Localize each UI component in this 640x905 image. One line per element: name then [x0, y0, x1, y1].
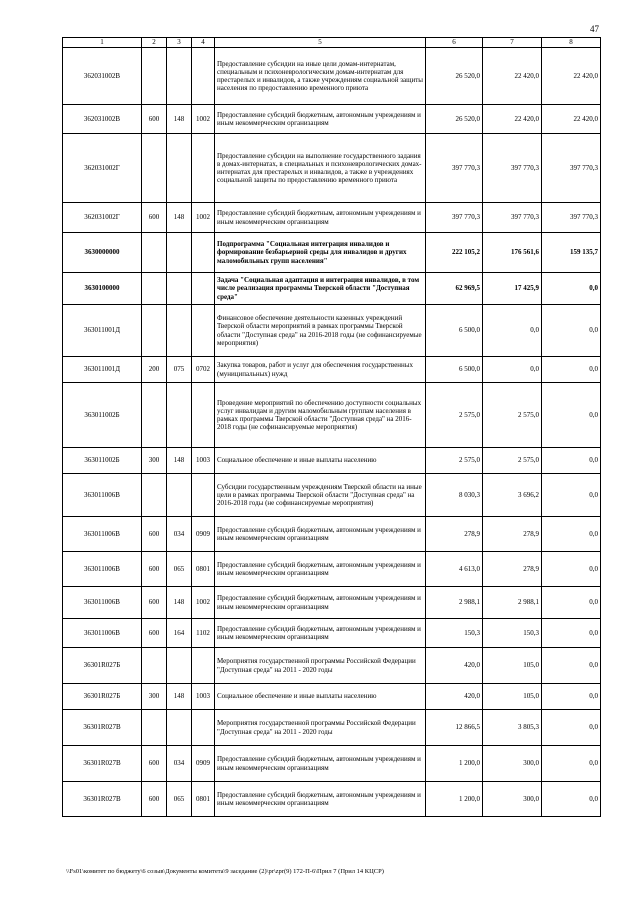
- value-2017-cell: 2 575,0: [426, 383, 483, 448]
- value-2019-cell: 0,0: [542, 305, 601, 357]
- column-header: 5: [215, 38, 426, 48]
- code-cell: 36301R027В: [63, 746, 142, 782]
- value-2018-cell: 2 988,1: [483, 587, 542, 619]
- code-cell: 363011006В: [63, 619, 142, 648]
- value-2017-cell: 397 770,3: [426, 134, 483, 203]
- file-path-footer: \\Fs01\комитет по бюджету\6 созыв\Документы комитета\9 заседание (2)\pr\zpr(9) 172-П-6\Прил 7 (Прил 14 КЦСР): [66, 868, 384, 875]
- value-2017-cell: 2 575,0: [426, 448, 483, 474]
- value-2017-cell: 1 200,0: [426, 782, 483, 817]
- budget-table: [62, 37, 601, 817]
- value-2019-cell: 0,0: [542, 448, 601, 474]
- name-cell: Предоставление субсидий бюджетным, автономным учреждениям и иным некоммерческим организациям: [215, 517, 426, 552]
- vr-cell: 600: [142, 203, 167, 233]
- column-header: 3: [167, 38, 192, 48]
- value-2019-cell: 159 135,7: [542, 233, 601, 273]
- value-2019-cell: 0,0: [542, 782, 601, 817]
- column-header: 8: [542, 38, 601, 48]
- value-2017-cell: 150,3: [426, 619, 483, 648]
- section-cell: 1002: [192, 203, 215, 233]
- section-cell: 0702: [192, 357, 215, 383]
- value-2019-cell: 0,0: [542, 684, 601, 710]
- vr-cell: [142, 383, 167, 448]
- value-2018-cell: 2 575,0: [483, 383, 542, 448]
- vr-cell: 600: [142, 746, 167, 782]
- table-row: [63, 383, 601, 448]
- column-header: 1: [63, 38, 142, 48]
- value-2017-cell: 1 200,0: [426, 746, 483, 782]
- table-row: [63, 648, 601, 684]
- table-row: [63, 233, 601, 273]
- section-cell: 0909: [192, 517, 215, 552]
- vr-cell: 600: [142, 782, 167, 817]
- column-header: 4: [192, 38, 215, 48]
- admin-cell: [167, 48, 192, 105]
- code-cell: 36301R027В: [63, 710, 142, 746]
- value-2019-cell: 397 770,3: [542, 203, 601, 233]
- admin-cell: 034: [167, 746, 192, 782]
- name-cell: Предоставление субсидий бюджетным, автономным учреждениям и иным некоммерческим организациям: [215, 105, 426, 134]
- vr-cell: [142, 305, 167, 357]
- value-2018-cell: 3 805,3: [483, 710, 542, 746]
- table-row: [63, 357, 601, 383]
- value-2019-cell: 0,0: [542, 587, 601, 619]
- name-cell: Задача "Социальная адаптация и интеграция инвалидов, в том числе реализация программы Тверской области "Доступная среда": [215, 273, 426, 305]
- table-row: [63, 203, 601, 233]
- code-cell: 36301R027В: [63, 782, 142, 817]
- value-2017-cell: 2 988,1: [426, 587, 483, 619]
- section-cell: 1002: [192, 105, 215, 134]
- section-cell: [192, 710, 215, 746]
- admin-cell: 148: [167, 203, 192, 233]
- section-cell: 0909: [192, 746, 215, 782]
- value-2019-cell: 0,0: [542, 517, 601, 552]
- table-row: [63, 474, 601, 517]
- section-cell: [192, 134, 215, 203]
- value-2017-cell: 420,0: [426, 648, 483, 684]
- value-2019-cell: 0,0: [542, 383, 601, 448]
- vr-cell: 600: [142, 105, 167, 134]
- vr-cell: 300: [142, 684, 167, 710]
- name-cell: Предоставление субсидий бюджетным, автономным учреждениям и иным некоммерческим организациям: [215, 203, 426, 233]
- code-cell: 363011002Б: [63, 383, 142, 448]
- name-cell: Подпрограмма "Социальная интеграция инвалидов и формирование безбарьерной среды для инвалидов и других маломобильных групп населения": [215, 233, 426, 273]
- value-2019-cell: 0,0: [542, 357, 601, 383]
- admin-cell: [167, 305, 192, 357]
- table-header-row: [63, 38, 601, 48]
- code-cell: 362031002Г: [63, 134, 142, 203]
- value-2019-cell: 22 420,0: [542, 48, 601, 105]
- vr-cell: 200: [142, 357, 167, 383]
- section-cell: [192, 273, 215, 305]
- section-cell: [192, 474, 215, 517]
- value-2018-cell: 2 575,0: [483, 448, 542, 474]
- value-2017-cell: 26 520,0: [426, 48, 483, 105]
- value-2018-cell: 397 770,3: [483, 203, 542, 233]
- admin-cell: [167, 710, 192, 746]
- name-cell: Предоставление субсидии на иные цели домам-интернатам, специальным и психоневрологическим домам-интернатам для престарелых и инвалидов, а также учреждениям социальной защиты населения по предоставлению временного приюта: [215, 48, 426, 105]
- vr-cell: 300: [142, 448, 167, 474]
- value-2019-cell: 22 420,0: [542, 105, 601, 134]
- value-2019-cell: 0,0: [542, 619, 601, 648]
- vr-cell: [142, 648, 167, 684]
- vr-cell: 600: [142, 552, 167, 587]
- vr-cell: [142, 233, 167, 273]
- value-2019-cell: 0,0: [542, 474, 601, 517]
- value-2018-cell: 150,3: [483, 619, 542, 648]
- value-2017-cell: 420,0: [426, 684, 483, 710]
- value-2018-cell: 17 425,9: [483, 273, 542, 305]
- table-row: [63, 710, 601, 746]
- value-2017-cell: 62 969,5: [426, 273, 483, 305]
- admin-cell: 065: [167, 782, 192, 817]
- section-cell: [192, 383, 215, 448]
- table-row: [63, 273, 601, 305]
- code-cell: 3630100000: [63, 273, 142, 305]
- table-row: [63, 587, 601, 619]
- code-cell: 363011001Д: [63, 357, 142, 383]
- column-header: 6: [426, 38, 483, 48]
- vr-cell: [142, 273, 167, 305]
- value-2019-cell: 397 770,3: [542, 134, 601, 203]
- name-cell: Закупка товаров, работ и услуг для обеспечения государственных (муниципальных) нужд: [215, 357, 426, 383]
- name-cell: Субсидии государственным учреждениям Тверской области на иные цели в рамках программы Тверской области "Доступная среда" на 2016-2018 годы (не софинансируемые мероприятия): [215, 474, 426, 517]
- vr-cell: [142, 710, 167, 746]
- admin-cell: [167, 273, 192, 305]
- value-2018-cell: 22 420,0: [483, 48, 542, 105]
- value-2019-cell: 0,0: [542, 273, 601, 305]
- column-header: 2: [142, 38, 167, 48]
- table-row: [63, 448, 601, 474]
- value-2017-cell: 26 520,0: [426, 105, 483, 134]
- section-cell: [192, 648, 215, 684]
- value-2019-cell: 0,0: [542, 746, 601, 782]
- name-cell: Мероприятия государственной программы Российской Федерации "Доступная среда" на 2011 - 2020 годы: [215, 710, 426, 746]
- table-row: [63, 48, 601, 105]
- value-2017-cell: 222 105,2: [426, 233, 483, 273]
- value-2018-cell: 397 770,3: [483, 134, 542, 203]
- vr-cell: 600: [142, 587, 167, 619]
- admin-cell: 065: [167, 552, 192, 587]
- value-2018-cell: 278,9: [483, 517, 542, 552]
- value-2018-cell: 22 420,0: [483, 105, 542, 134]
- name-cell: Социальное обеспечение и иные выплаты населению: [215, 684, 426, 710]
- vr-cell: [142, 134, 167, 203]
- name-cell: Предоставление субсидий бюджетным, автономным учреждениям и иным некоммерческим организациям: [215, 619, 426, 648]
- admin-cell: [167, 134, 192, 203]
- vr-cell: 600: [142, 517, 167, 552]
- code-cell: 363011006В: [63, 474, 142, 517]
- name-cell: Социальное обеспечение и иные выплаты населению: [215, 448, 426, 474]
- code-cell: 363011006В: [63, 587, 142, 619]
- admin-cell: 164: [167, 619, 192, 648]
- code-cell: 36301R027Б: [63, 648, 142, 684]
- value-2017-cell: 278,9: [426, 517, 483, 552]
- section-cell: 1003: [192, 684, 215, 710]
- section-cell: 0801: [192, 782, 215, 817]
- value-2018-cell: 300,0: [483, 782, 542, 817]
- vr-cell: [142, 474, 167, 517]
- admin-cell: [167, 648, 192, 684]
- table-row: [63, 517, 601, 552]
- code-cell: 363011006В: [63, 552, 142, 587]
- admin-cell: 148: [167, 448, 192, 474]
- admin-cell: 034: [167, 517, 192, 552]
- value-2017-cell: 8 030,3: [426, 474, 483, 517]
- admin-cell: 148: [167, 105, 192, 134]
- code-cell: 36301R027Б: [63, 684, 142, 710]
- name-cell: Предоставление субсидий бюджетным, автономным учреждениям и иным некоммерческим организациям: [215, 746, 426, 782]
- value-2017-cell: 397 770,3: [426, 203, 483, 233]
- table-row: [63, 105, 601, 134]
- name-cell: Предоставление субсидии на выполнение государственного задания в домах-интернатах, в специальных и психоневрологических домах-интернатах для престарелых и инвалидов, а также в учреждениях социальной защиты по предоставлению временного приюта: [215, 134, 426, 203]
- name-cell: Предоставление субсидий бюджетным, автономным учреждениям и иным некоммерческим организациям: [215, 782, 426, 817]
- table-row: [63, 552, 601, 587]
- code-cell: 3630000000: [63, 233, 142, 273]
- value-2017-cell: 6 500,0: [426, 305, 483, 357]
- value-2019-cell: 0,0: [542, 552, 601, 587]
- name-cell: Предоставление субсидий бюджетным, автономным учреждениям и иным некоммерческим организациям: [215, 552, 426, 587]
- value-2017-cell: 12 866,5: [426, 710, 483, 746]
- vr-cell: [142, 48, 167, 105]
- section-cell: 1002: [192, 587, 215, 619]
- code-cell: 362031002В: [63, 105, 142, 134]
- code-cell: 362031002Г: [63, 203, 142, 233]
- section-cell: [192, 305, 215, 357]
- vr-cell: 600: [142, 619, 167, 648]
- admin-cell: 075: [167, 357, 192, 383]
- value-2018-cell: 3 696,2: [483, 474, 542, 517]
- table-row: [63, 134, 601, 203]
- table-row: [63, 684, 601, 710]
- name-cell: Финансовое обеспечение деятельности казенных учреждений Тверской области мероприятий в рамках программы Тверской области "Доступная среда" на 2016-2018 годы (не софинансируемые мероприятия): [215, 305, 426, 357]
- table-row: [63, 619, 601, 648]
- column-header: 7: [483, 38, 542, 48]
- code-cell: 363011001Д: [63, 305, 142, 357]
- value-2018-cell: 105,0: [483, 684, 542, 710]
- table-row: [63, 746, 601, 782]
- code-cell: 363011002Б: [63, 448, 142, 474]
- page-number: 47: [590, 24, 599, 34]
- admin-cell: 148: [167, 684, 192, 710]
- section-cell: 1003: [192, 448, 215, 474]
- section-cell: [192, 48, 215, 105]
- value-2018-cell: 0,0: [483, 357, 542, 383]
- table-row: [63, 782, 601, 817]
- value-2019-cell: 0,0: [542, 710, 601, 746]
- admin-cell: [167, 233, 192, 273]
- admin-cell: 148: [167, 587, 192, 619]
- code-cell: 363011006В: [63, 517, 142, 552]
- value-2018-cell: 105,0: [483, 648, 542, 684]
- section-cell: [192, 233, 215, 273]
- name-cell: Проведение мероприятий по обеспечению доступности социальных услуг инвалидам и другим маломобильным группам населения в рамках программы Тверской области "Доступная среда" на 2016-2018 годы (не софинансируемые мероприятия): [215, 383, 426, 448]
- section-cell: 0801: [192, 552, 215, 587]
- name-cell: Предоставление субсидий бюджетным, автономным учреждениям и иным некоммерческим организациям: [215, 587, 426, 619]
- code-cell: 362031002В: [63, 48, 142, 105]
- value-2018-cell: 176 561,6: [483, 233, 542, 273]
- admin-cell: [167, 383, 192, 448]
- value-2019-cell: 0,0: [542, 648, 601, 684]
- value-2018-cell: 0,0: [483, 305, 542, 357]
- table-row: [63, 305, 601, 357]
- value-2017-cell: 4 613,0: [426, 552, 483, 587]
- value-2018-cell: 278,9: [483, 552, 542, 587]
- value-2017-cell: 6 500,0: [426, 357, 483, 383]
- name-cell: Мероприятия государственной программы Российской Федерации "Доступная среда" на 2011 - 2020 годы: [215, 648, 426, 684]
- value-2018-cell: 300,0: [483, 746, 542, 782]
- section-cell: 1102: [192, 619, 215, 648]
- admin-cell: [167, 474, 192, 517]
